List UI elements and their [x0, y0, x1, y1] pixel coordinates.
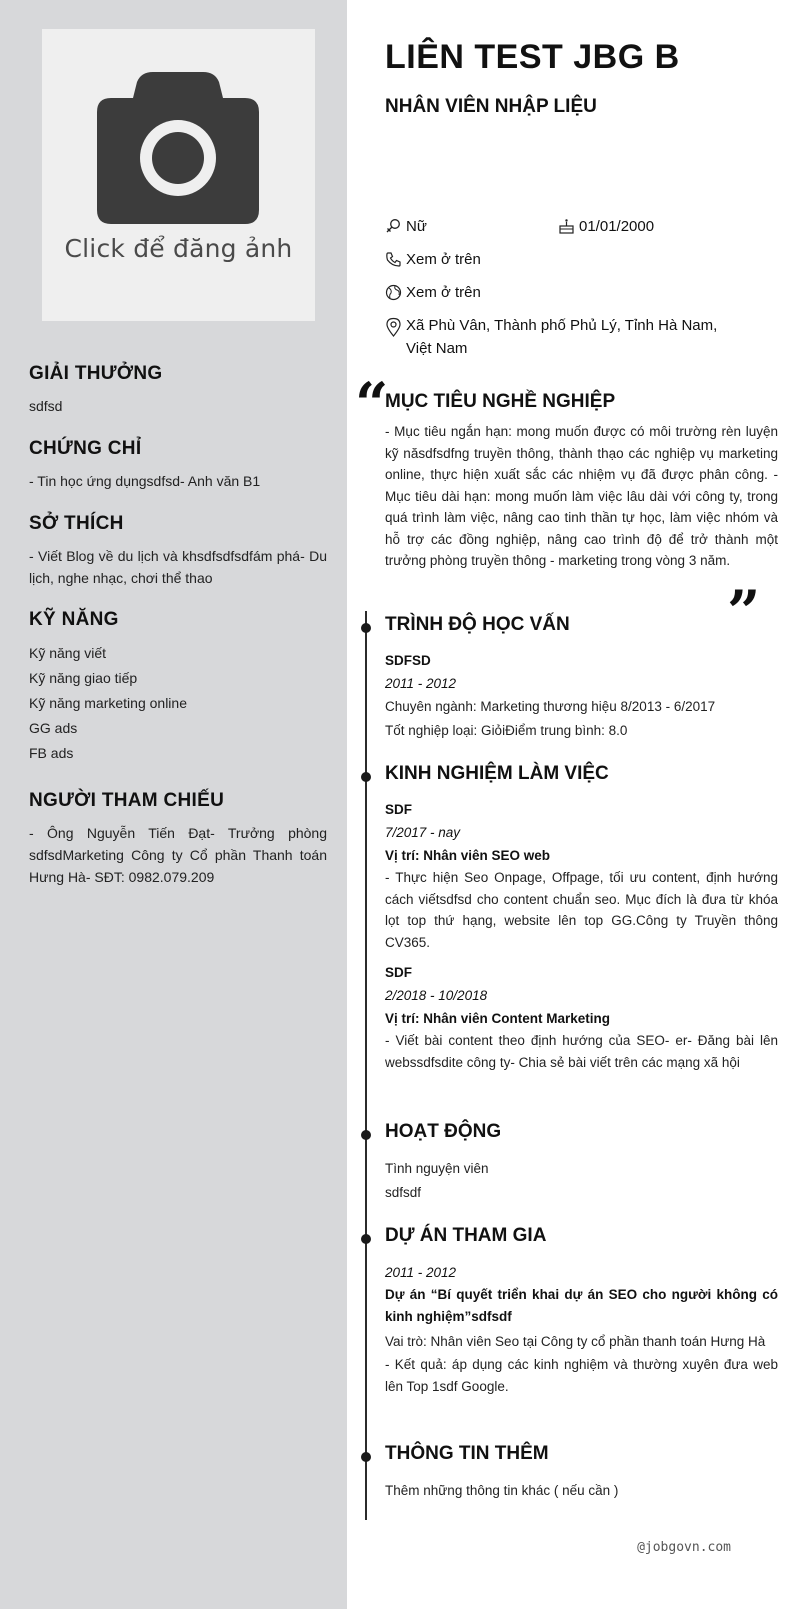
hobbies-heading: SỞ THÍCH [29, 513, 124, 534]
references-heading: NGƯỜI THAM CHIẾU [29, 790, 225, 811]
references-section [29, 790, 327, 888]
timeline-line [365, 611, 367, 1520]
gender-field [385, 215, 555, 238]
skill-item: Kỹ năng marketing online [29, 695, 187, 711]
certificates-text: - Tin học ứng dụngsdfsd- Anh văn B1 [29, 473, 261, 489]
skills-heading: KỸ NĂNG [29, 609, 119, 630]
job-time: 7/2017 - nay [385, 825, 461, 840]
hobbies-section [29, 513, 327, 589]
awards-section [29, 363, 327, 417]
location-pin-icon [385, 317, 402, 337]
job-time: 2/2018 - 10/2018 [385, 988, 488, 1003]
timeline-dot [361, 772, 371, 782]
camera-icon [97, 72, 259, 224]
job-position: Vị trí: Nhân viên Content Marketing [385, 1011, 611, 1026]
timeline-dot [361, 1234, 371, 1244]
project-result: - Kết quả: áp dụng các kinh nghiệm và thường xuyên đưa web lên Top 1sdf Google. [385, 1357, 778, 1394]
skill-item: FB ads [29, 745, 74, 761]
projects-heading: DỰ ÁN THAM GIA [385, 1225, 547, 1246]
education-section [385, 614, 778, 743]
job-title: NHÂN VIÊN NHẬP LIỆU [385, 96, 597, 117]
education-school: SDFSD [385, 653, 431, 668]
activity-item: sdfsdf [385, 1185, 422, 1200]
job-description: - Thực hiện Seo Onpage, Offpage, tối ưu content, định hướng cách viếtsdfsd cho content chuẩn seo. Mục đích là đưa từ khóa lọt top thứ hạng, website lên top GG.Công ty Truyền thông CV365. [385, 870, 778, 950]
objective-heading: MỤC TIÊU NGHỀ NGHIỆP [385, 391, 616, 412]
photo-upload[interactable] [42, 29, 315, 321]
awards-text: sdfsd [29, 398, 63, 414]
experience-heading: KINH NGHIỆM LÀM VIỆC [385, 763, 609, 784]
candidate-name: LIÊN TEST JBG B [385, 38, 680, 76]
skill-item: Kỹ năng giao tiếp [29, 670, 138, 686]
globe-icon [385, 284, 402, 301]
extra-heading: THÔNG TIN THÊM [385, 1443, 549, 1464]
phone-icon [385, 251, 402, 268]
objective-section [385, 391, 778, 572]
address-value: Xã Phù Vân, Thành phố Phủ Lý, Tỉnh Hà Nam, Việt Nam [406, 317, 718, 357]
right-column [347, 0, 790, 1609]
timeline-dot [361, 1452, 371, 1462]
activities-heading: HOẠT ĐỘNG [385, 1121, 502, 1142]
project-role: Vai trò: Nhân viên Seo tại Công ty cổ phần thanh toán Hưng Hà [385, 1334, 766, 1349]
education-heading: TRÌNH ĐỘ HỌC VẤN [385, 614, 570, 635]
birthday-value: 01/01/2000 [579, 218, 655, 235]
phone-value: Xem ở trên [406, 251, 481, 268]
activities-section [385, 1121, 778, 1205]
hobbies-text: - Viết Blog về du lịch và khsdfsdfsdfám phá- Du lịch, nghe nhạc, chơi thể thao [29, 548, 327, 586]
gender-icon [385, 218, 402, 235]
awards-heading: GIẢI THƯỞNG [29, 363, 163, 384]
skills-section [29, 609, 327, 766]
phone-field [385, 248, 765, 271]
left-column [0, 0, 347, 1609]
extra-text: Thêm những thông tin khác ( nếu cần ) [385, 1483, 619, 1498]
footer-watermark: @jobgovn.com [637, 1540, 731, 1555]
skill-item: Kỹ năng viết [29, 645, 107, 661]
job-company: SDF [385, 802, 412, 817]
website-value: Xem ở trên [406, 284, 481, 301]
timeline-dot [361, 1130, 371, 1140]
project-time: 2011 - 2012 [385, 1265, 457, 1280]
cake-icon [558, 218, 575, 235]
certificates-section [29, 438, 327, 492]
gender-value: Nữ [406, 218, 427, 235]
photo-upload-label: Click để đăng ảnh [64, 234, 293, 263]
education-grade: Tốt nghiệp loại: GiỏiĐiểm trung bình: 8.0 [385, 723, 628, 738]
website-field [385, 281, 765, 304]
job-position: Vị trí: Nhân viên SEO web [385, 848, 551, 863]
experience-section [385, 763, 778, 1073]
birthday-field [558, 215, 758, 238]
education-time: 2011 - 2012 [385, 676, 457, 691]
projects-section [385, 1225, 778, 1397]
job-description: - Viết bài content theo định hướng của SEO- er- Đăng bài lên webssdfsdite công ty- Chia sẻ bài viết trên các mạng xã hội [385, 1033, 778, 1070]
activity-item: Tình nguyện viên [385, 1161, 489, 1176]
close-quote-icon: ” [727, 578, 761, 646]
skill-item: GG ads [29, 720, 78, 736]
open-quote-icon: “ [355, 370, 389, 438]
certificates-heading: CHỨNG CHỈ [29, 438, 142, 459]
references-text: - Ông Nguyễn Tiến Đạt- Trưởng phòng sdfsdMarketing Công ty Cổ phần Thanh toán Hưng Hà- SĐT: 0982.079.209 [29, 825, 327, 885]
address-field [385, 314, 735, 360]
job-company: SDF [385, 965, 412, 980]
objective-text: - Mục tiêu ngắn hạn: mong muốn được có môi trường rèn luyện kỹ năsdfsdfng truyền thông, thành thạo các nghiệp vụ marketing online, thực hiện xuất sắc các nhiệm vụ đã được phân công. - Mục tiêu dài hạn: mong muốn làm việc lâu dài với công ty, trong quá trình làm việc, nâng cao tinh thần tự học, làm việc nhóm và hỗ trợ các đồng nghiệp, nâng cao trình độ để trở thành một trưởng phòng truyền thông - marketing trong vòng 3 năm. [385, 424, 778, 568]
project-name: Dự án “Bí quyết triển khai dự án SEO cho người không có kinh nghiệm”sdfsdf [385, 1287, 778, 1324]
timeline-dot [361, 623, 371, 633]
education-major: Chuyên ngành: Marketing thương hiệu 8/2013 - 6/2017 [385, 699, 716, 714]
extra-section [385, 1443, 778, 1503]
